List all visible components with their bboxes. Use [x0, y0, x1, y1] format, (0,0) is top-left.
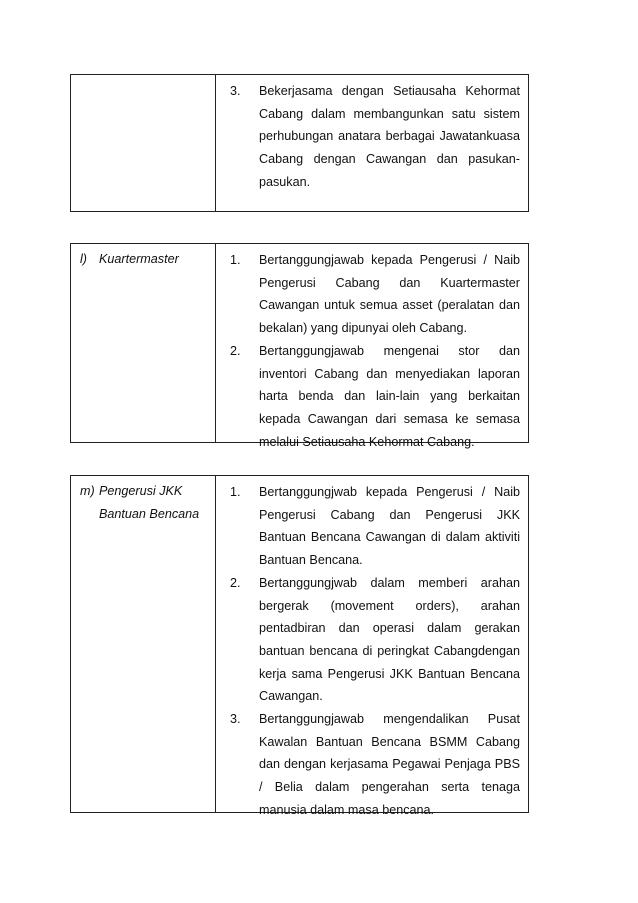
duty-item — [230, 340, 520, 454]
duty-text: Bertanggungjawab mengenai stor dan inventori Cabang dan menyediakan laporan harta benda dan lain-lain yang berkaitan kepada Cawangan dari semasa ke semasa melalui Setiausaha Kehormat Cabang. — [259, 343, 520, 449]
duty-list — [230, 80, 520, 194]
duty-number: 1. — [230, 485, 241, 499]
duties-cell — [216, 75, 528, 211]
role-title-line2: Bantuan Bencana — [99, 507, 200, 521]
role-cell — [71, 476, 216, 812]
role-title: Kuartermaster — [99, 252, 179, 266]
duty-table-continuation — [70, 74, 529, 212]
role-cell-empty — [71, 75, 216, 211]
duty-item — [230, 708, 520, 822]
duty-number: 1. — [230, 253, 241, 267]
role-title-line1: Pengerusi JKK — [99, 484, 183, 498]
duty-text: Bertanggungjwab kepada Pengerusi / Naib Pengerusi Cabang dan Pengerusi JKK Bantuan Bencana Cawangan di dalam aktiviti Bantuan Bencana. — [259, 485, 520, 568]
duty-table-kuartermaster — [70, 243, 529, 449]
role-cell — [71, 244, 216, 442]
role-letter: l) — [80, 252, 87, 266]
duty-number: 2. — [230, 343, 241, 358]
duty-text: Bekerjasama dengan Setiausaha Kehormat Cabang dalam membangunkan satu sistem perhubungan anatara berbagai Jawatankuasa Cabang dengan Cawangan dan pasukan-pasukan. — [259, 84, 520, 189]
duty-list — [230, 249, 520, 453]
duties-cell — [216, 476, 528, 817]
duty-item — [230, 80, 520, 194]
duty-text: Bertanggungjwab dalam memberi arahan bergerak (movement orders), arahan pentadbiran dan operasi dalam gerakan bantuan bencana di peringkat Cabangdengan kerja sama Pengerusi JKK Bantuan Bencana Cawangan. — [259, 575, 520, 704]
duty-table-pengerusi-jkk — [70, 475, 529, 817]
duty-list — [230, 481, 520, 822]
duty-number: 2. — [230, 575, 241, 590]
role-letter: m) — [80, 484, 95, 498]
duty-item — [230, 572, 520, 708]
duty-number: 3. — [230, 84, 241, 98]
duties-cell — [216, 244, 528, 449]
duty-text: Bertanggungjawab kepada Pengerusi / Naib Pengerusi Cabang dan Kuartermaster Cawangan untuk semua asset (peralatan dan bekalan) yang dipunyai oleh Cabang. — [259, 253, 520, 336]
duty-text: Bertanggungjawab mengendalikan Pusat Kawalan Bantuan Bencana BSMM Cabang dan dengan kerjasama Pegawai Penjaga PBS / Belia dalam pengerahan serta tenaga manusia dalam masa bencana. — [259, 712, 520, 817]
duty-number: 3. — [230, 712, 241, 727]
duty-item — [230, 481, 520, 572]
duty-item — [230, 249, 520, 340]
